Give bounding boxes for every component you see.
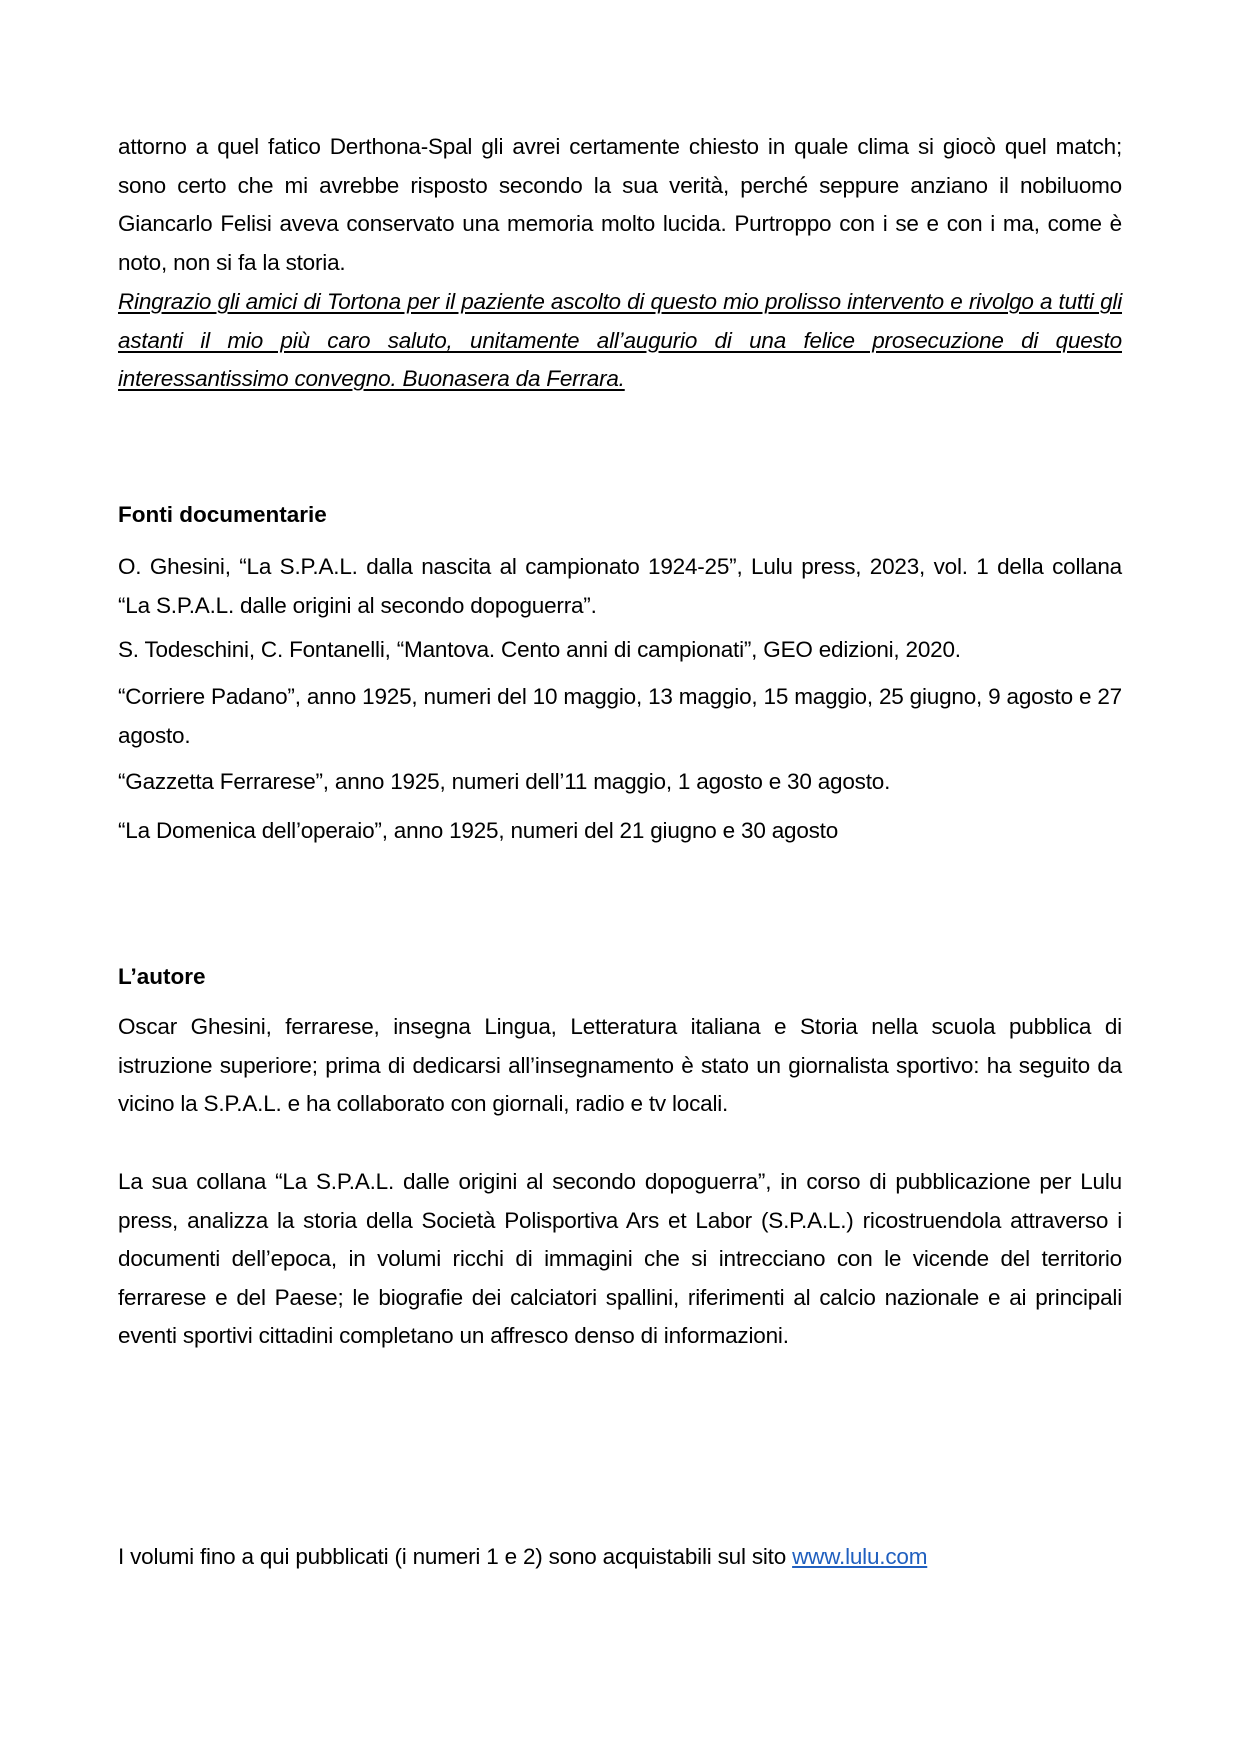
- intro-paragraph: attorno a quel fatico Derthona-Spal gli avrei certamente chiesto in quale clima si giocò quel match; sono certo che mi avrebbe risposto secondo la sua verità, perché seppure anziano il nobiluomo Giancarlo Felisi aveva conservato una memoria molto lucida. Purtroppo con i se e con i ma, come è noto, non si fa la storia.: [118, 134, 1122, 275]
- closing-paragraph: Ringrazio gli amici di Tortona per il paziente ascolto di questo mio prolisso intervento e rivolgo a tutti gli astanti il mio più caro saluto, unitamente all’augurio di una felice prosecuzione di questo interessantissimo convegno. Buonasera da Ferrara.: [118, 289, 1122, 391]
- availability-paragraph: [118, 1538, 1122, 1577]
- availability-text: I volumi fino a qui pubblicati (i numeri 1 e 2) sono acquistabili sul sito: [118, 1544, 793, 1569]
- source-item: “La Domenica dell’operaio”, anno 1925, numeri del 21 giugno e 30 agosto: [118, 818, 839, 843]
- source-item: “Gazzetta Ferrarese”, anno 1925, numeri dell’11 maggio, 1 agosto e 30 agosto.: [118, 769, 891, 794]
- author-heading: L’autore: [118, 964, 206, 989]
- author-bio: Oscar Ghesini, ferrarese, insegna Lingua, Letteratura italiana e Storia nella scuola pubblica di istruzione superiore; prima di dedicarsi all’insegnamento è stato un giornalista sportivo: ha seguito da vicino la S.P.A.L. e ha collaborato con giornali, radio e tv locali.: [118, 1014, 1122, 1116]
- source-item: “Corriere Padano”, anno 1925, numeri del 10 maggio, 13 maggio, 15 maggio, 25 giugno, 9 agosto e 27 agosto.: [118, 684, 1122, 748]
- source-item: S. Todeschini, C. Fontanelli, “Mantova. Cento anni di campionati”, GEO edizioni, 2020.: [118, 637, 961, 662]
- sources-heading: Fonti documentarie: [118, 502, 327, 527]
- series-description: La sua collana “La S.P.A.L. dalle origini al secondo dopoguerra”, in corso di pubblicazione per Lulu press, analizza la storia della Società Polisportiva Ars et Labor (S.P.A.L.) ricostruendola attraverso i documenti dell’epoca, in volumi ricchi di immagini che si intrecciano con le vicende del territorio ferrarese e del Paese; le biografie dei calciatori spallini, riferimenti al calcio nazionale e ai principali eventi sportivi cittadini completano un affresco denso di informazioni.: [118, 1169, 1122, 1348]
- source-item: O. Ghesini, “La S.P.A.L. dalla nascita al campionato 1924-25”, Lulu press, 2023, vol. 1 della collana “La S.P.A.L. dalle origini al secondo dopoguerra”.: [118, 554, 1122, 618]
- lulu-link[interactable]: www.lulu.com: [792, 1544, 928, 1569]
